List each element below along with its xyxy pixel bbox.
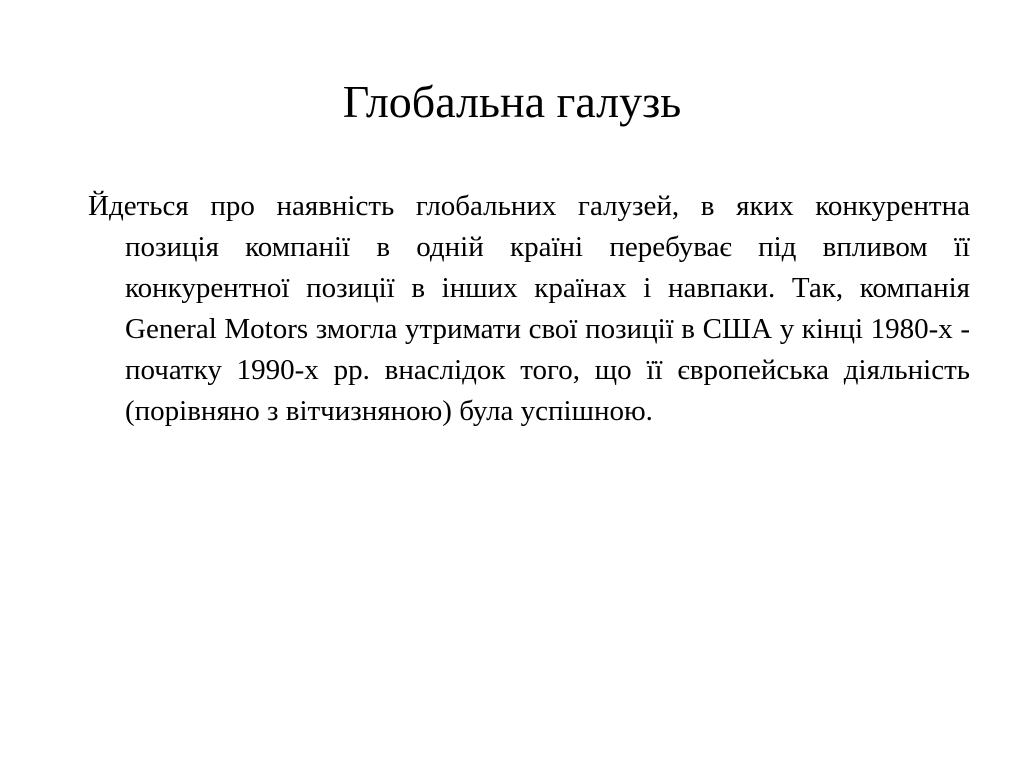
slide-body-text: Йдеться про наявність глобальних галузей, в яких конкурентна позиція компанії в одній країні перебуває під впливом її конкурентної позиції в інших країнах і навпаки. Так, компанія General Motors змогла утримати свої позиції в США у кінці 1980-х - початку 1990-х рр. внаслідок того, що її європейська діяльність (порівняно з вітчизняною) була успішною. [88,190,970,427]
slide-title: Глобальна галузь [342,76,682,127]
